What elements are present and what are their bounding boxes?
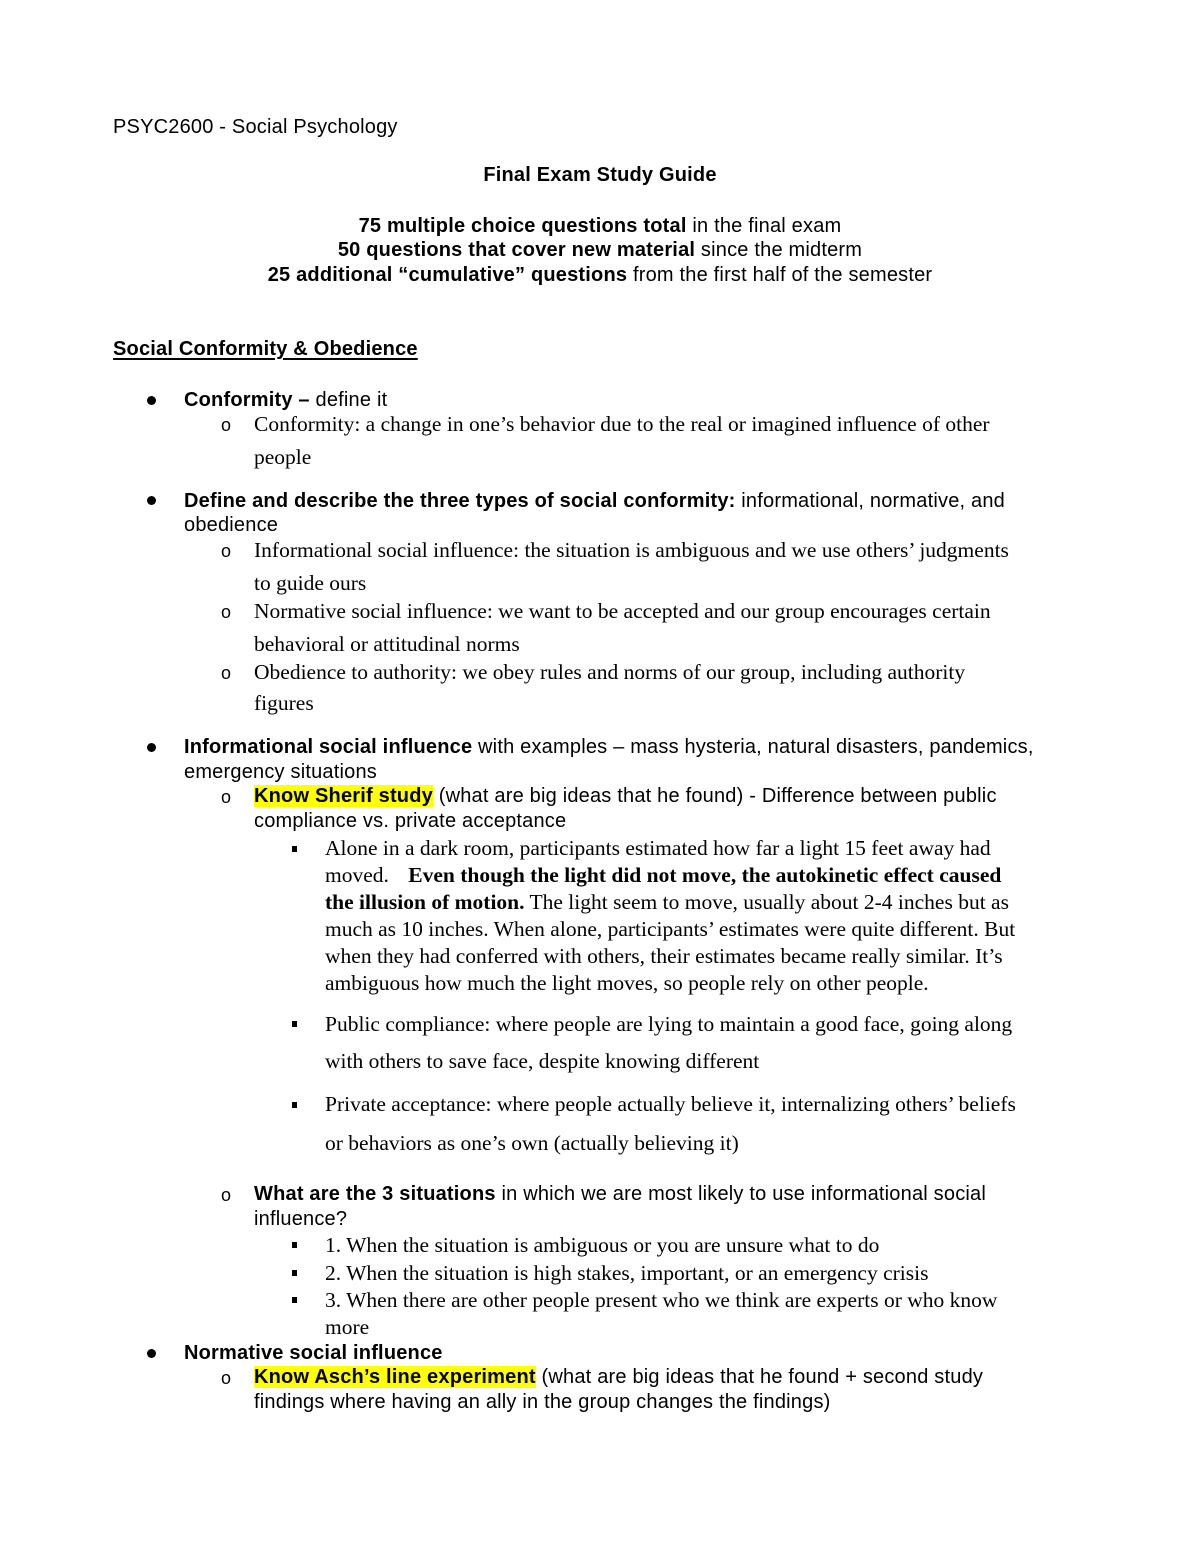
- sherif-detail-4: much as 10 inches. When alone, participants’ estimates were quite different. But: [325, 917, 1016, 941]
- conformity-definition-cont: people: [254, 445, 312, 469]
- informational-definition: Informational social influence: the situation is ambiguous and we use others’ judgments: [254, 538, 1009, 562]
- conformity-item: Conformity – define it: [184, 389, 388, 411]
- situation-3: 3. When there are other people present who we think are experts or who know: [325, 1288, 998, 1312]
- circle-bullet-icon: o: [221, 1368, 232, 1388]
- informational-item-cont: emergency situations: [184, 761, 377, 783]
- sherif-study-item: Know Sherif study (what are big ideas that he found) - Difference between public: [254, 785, 997, 807]
- circle-bullet-icon: o: [221, 602, 232, 622]
- circle-bullet-icon: o: [221, 541, 232, 561]
- square-bullet-icon: [292, 1102, 297, 1108]
- sherif-detail-6: ambiguous how much the light moves, so people rely on other people.: [325, 971, 929, 995]
- situation-3-cont: more: [325, 1315, 370, 1339]
- informational-item: Informational social influence with examples – mass hysteria, natural disasters, pandemics,: [184, 736, 1034, 758]
- normative-definition-cont: behavioral or attitudinal norms: [254, 632, 520, 656]
- normative-item: Normative social influence: [184, 1342, 443, 1364]
- circle-bullet-icon: o: [221, 1185, 232, 1205]
- bullet-icon: [147, 496, 156, 505]
- square-bullet-icon: [292, 846, 297, 852]
- informational-definition-cont: to guide ours: [254, 571, 367, 595]
- square-bullet-icon: [292, 1242, 297, 1248]
- circle-bullet-icon: o: [221, 415, 232, 435]
- public-compliance-cont: with others to save face, despite knowing different: [325, 1049, 760, 1073]
- exam-info-line-1: 75 multiple choice questions total in the final exam: [358, 215, 842, 237]
- sherif-detail-5: when they had conferred with others, their estimates became really similar. It’s: [325, 944, 1003, 968]
- bullet-icon: [147, 1349, 156, 1358]
- square-bullet-icon: [292, 1270, 297, 1276]
- obedience-definition: Obedience to authority: we obey rules and norms of our group, including authority: [254, 660, 966, 684]
- sherif-detail-2: moved. Even though the light did not move, the autokinetic effect caused: [325, 863, 1002, 887]
- bullet-icon: [147, 743, 156, 752]
- sherif-detail-3: the illusion of motion. The light seem to move, usually about 2-4 inches but as: [325, 890, 1009, 914]
- exam-info-line-2: 50 questions that cover new material since the midterm: [337, 239, 863, 261]
- asch-experiment-item-cont: findings where having an ally in the group changes the findings): [254, 1391, 831, 1413]
- three-situations-question: What are the 3 situations in which we are most likely to use informational social: [254, 1183, 987, 1205]
- situation-2: 2. When the situation is high stakes, important, or an emergency crisis: [325, 1261, 929, 1285]
- square-bullet-icon: [292, 1297, 297, 1303]
- sherif-detail-1: Alone in a dark room, participants estimated how far a light 15 feet away had: [325, 836, 991, 860]
- situation-1: 1. When the situation is ambiguous or you are unsure what to do: [325, 1233, 880, 1257]
- sherif-study-item-cont: compliance vs. private acceptance: [254, 810, 567, 832]
- course-title: PSYC2600 - Social Psychology: [113, 116, 398, 138]
- normative-definition: Normative social influence: we want to be accepted and our group encourages certain: [254, 599, 991, 623]
- public-compliance: Public compliance: where people are lying to maintain a good face, going along: [325, 1012, 1013, 1036]
- exam-info-line-3: 25 additional “cumulative” questions from the first half of the semester: [267, 264, 933, 286]
- conformity-definition: Conformity: a change in one’s behavior due to the real or imagined influence of other: [254, 412, 990, 436]
- types-item: Define and describe the three types of social conformity: informational, normative, and: [184, 490, 1005, 512]
- section-heading: Social Conformity & Obedience: [113, 338, 418, 360]
- circle-bullet-icon: o: [221, 787, 232, 807]
- bullet-icon: [147, 396, 156, 405]
- asch-experiment-item: Know Asch’s line experiment (what are big ideas that he found + second study: [254, 1366, 984, 1388]
- three-situations-question-cont: influence?: [254, 1208, 348, 1230]
- types-item-cont: obedience: [184, 514, 279, 536]
- circle-bullet-icon: o: [221, 663, 232, 683]
- private-acceptance-cont: or behaviors as one’s own (actually believing it): [325, 1131, 739, 1155]
- square-bullet-icon: [292, 1021, 297, 1027]
- page-title: Final Exam Study Guide: [483, 164, 717, 186]
- private-acceptance: Private acceptance: where people actually believe it, internalizing others’ beliefs: [325, 1092, 1016, 1116]
- obedience-definition-cont: figures: [254, 691, 314, 715]
